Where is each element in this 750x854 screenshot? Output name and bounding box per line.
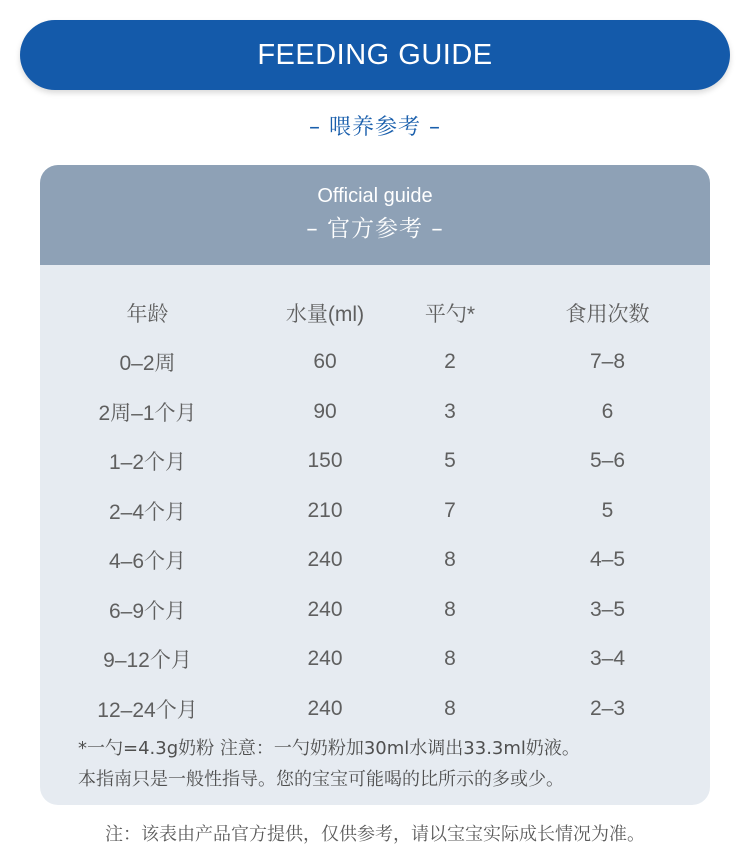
table-row [40, 486, 710, 536]
table-header-row [40, 288, 710, 338]
table-row [40, 585, 710, 635]
card-header-english: Official guide [317, 185, 433, 207]
banner-title: FEEDING GUIDE [257, 38, 493, 71]
cell-water: 240 [307, 548, 343, 572]
cell-age: 4–6个月 [108, 550, 187, 574]
cell-scoops: 7 [444, 498, 456, 522]
table-row [40, 387, 710, 437]
cell-water: 240 [307, 696, 343, 720]
cell-age: 9–12个月 [103, 649, 192, 673]
note-scoop: *一勺=4.3g奶粉 注意：一勺奶粉加30ml水调出33.3ml奶液。 [78, 738, 580, 759]
official-guide-card [40, 165, 710, 805]
cell-water: 90 [313, 399, 337, 423]
table-row [40, 684, 710, 734]
cell-feeds: 5–6 [589, 449, 626, 473]
cell-age: 1–2个月 [108, 451, 187, 475]
cell-water: 240 [307, 647, 343, 671]
cell-feeds: 5 [601, 498, 614, 522]
cell-feeds: 2–3 [589, 696, 626, 720]
cell-scoops: 8 [444, 548, 456, 572]
header-age: 年龄 [126, 302, 169, 326]
cell-water: 210 [307, 498, 343, 522]
cell-water: 150 [307, 449, 343, 473]
header-feeds: 食用次数 [565, 302, 650, 326]
table-row [40, 635, 710, 685]
cell-scoops: 8 [444, 647, 456, 671]
cell-age: 0–2周 [119, 352, 176, 376]
note-guidance: 本指南只是一般性指导。您的宝宝可能喝的比所示的多或少。 [78, 769, 564, 790]
table-row [40, 437, 710, 487]
cell-scoops: 3 [444, 399, 456, 423]
header-scoops: 平勺* [424, 302, 476, 326]
feeding-table [40, 288, 710, 734]
cell-scoops: 2 [444, 350, 456, 374]
cell-age: 2周–1个月 [98, 401, 197, 425]
card-header-chinese: – 官方参考 – [306, 216, 444, 242]
footer-disclaimer: 注：该表由产品官方提供，仅供参考，请以宝宝实际成长情况为准。 [105, 824, 645, 845]
cell-age: 2–4个月 [108, 500, 187, 524]
table-notes [78, 733, 698, 795]
cell-feeds: 6 [601, 399, 614, 423]
cell-feeds: 7–8 [589, 350, 626, 374]
cell-feeds: 3–5 [589, 597, 626, 621]
cell-age: 6–9个月 [108, 599, 187, 623]
cell-water: 60 [313, 350, 337, 374]
section-subtitle: – 喂养参考 – [309, 115, 441, 140]
cell-scoops: 8 [444, 597, 456, 621]
header-water: 水量(ml) [285, 302, 365, 326]
cell-feeds: 3–4 [589, 647, 626, 671]
cell-scoops: 8 [444, 696, 456, 720]
cell-scoops: 5 [444, 449, 456, 473]
feeding-guide-banner [20, 20, 730, 90]
cell-water: 240 [307, 597, 343, 621]
table-row [40, 338, 710, 388]
cell-age: 12–24个月 [97, 698, 198, 722]
cell-feeds: 4–5 [589, 548, 626, 572]
card-header [40, 165, 710, 265]
table-row [40, 536, 710, 586]
